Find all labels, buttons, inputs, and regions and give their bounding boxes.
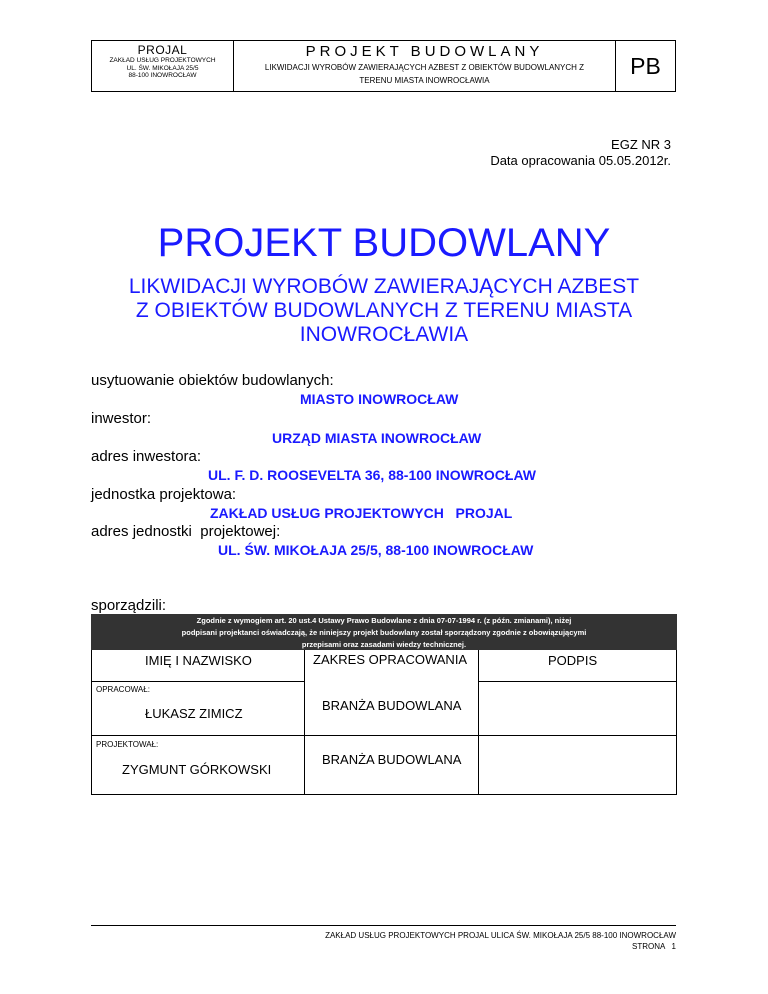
investor-address-label: adres inwestora: <box>91 448 202 465</box>
role-label: OPRACOWAŁ: <box>96 685 150 694</box>
company-line: UL. ŚW. MIKOŁAJA 25/5 <box>126 64 199 72</box>
row-divider <box>92 735 677 736</box>
authors-label: sporządzili: <box>91 597 167 614</box>
header-subtitle: LIKWIDACJI WYROBÓW ZAWIERAJĄCYCH AZBEST Z OBIEKTÓW BUDOWLANYCH Z <box>264 63 585 72</box>
header-box <box>91 40 676 92</box>
subtitle-line: LIKWIDACJI WYROBÓW ZAWIERAJĄCYCH AZBEST <box>128 275 640 298</box>
design-unit-label: jednostka projektowa: <box>91 486 237 503</box>
note-line: Zgodnie z wymogiem art. 20 ust.4 Ustawy Prawo Budowlane z dnia 07-07-1994 r. (z późn. zmianami), niżej <box>196 616 572 625</box>
copy-number: EGZ NR 3 <box>611 137 671 152</box>
role-label: PROJEKTOWAŁ: <box>96 740 159 749</box>
note-line: przepisami oraz zasadami wiedzy technicznej. <box>301 640 467 649</box>
author-name: ZYGMUNT GÓRKOWSKI <box>122 762 272 777</box>
prepared-date: Data opracowania 05.05.2012r. <box>490 153 671 168</box>
note-line: podpisani projektanci oświadczają, że niniejszy projekt budowlany został sporządzony zgodnie z obowiązującymi <box>181 628 587 637</box>
investor-label: inwestor: <box>91 410 152 427</box>
subtitle-line: Z OBIEKTÓW BUDOWLANYCH Z TERENU MIASTA <box>135 299 633 322</box>
page-number: STRONA 1 <box>631 942 676 951</box>
location-value: MIASTO INOWROCŁAW <box>300 391 459 407</box>
column-divider <box>478 650 479 794</box>
header-title-block <box>234 41 615 91</box>
header-subtitle: TERENU MIASTA INOWROCŁAWIA <box>359 76 490 85</box>
column-header-name: IMIĘ I NAZWISKO <box>145 653 252 668</box>
authors-table <box>91 650 677 795</box>
design-unit-address-label: adres jednostki projektowej: <box>91 523 281 540</box>
author-name: ŁUKASZ ZIMICZ <box>145 706 243 721</box>
header-title: PROJEKT BUDOWLANY <box>305 43 544 60</box>
investor-value: URZĄD MIASTA INOWROCŁAW <box>272 430 482 446</box>
design-unit-value: ZAKŁAD USŁUG PROJEKTOWYCH PROJAL <box>210 505 513 521</box>
declaration-note <box>91 614 677 650</box>
page-footer <box>325 930 676 952</box>
doc-code: PB <box>615 41 675 91</box>
company-name: PROJAL <box>137 43 188 57</box>
company-line: 88-100 INOWROCŁAW <box>128 72 197 79</box>
author-scope: BRANŻA BUDOWLANA <box>322 698 462 713</box>
column-divider <box>304 650 305 794</box>
location-label: usytuowanie obiektów budowlanych: <box>91 372 334 389</box>
author-scope: BRANŻA BUDOWLANA <box>322 752 462 767</box>
company-line: ZAKŁAD USŁUG PROJEKTOWYCH <box>109 57 216 64</box>
row-divider <box>92 681 304 682</box>
row-divider <box>478 681 677 682</box>
subtitle-line: INOWROCŁAWIA <box>299 323 469 346</box>
column-header-sign: PODPIS <box>548 653 598 668</box>
copy-info <box>490 137 671 169</box>
investor-address-value: UL. F. D. ROOSEVELTA 36, 88-100 INOWROCŁAW <box>208 467 537 483</box>
footer-address: ZAKŁAD USŁUG PROJEKTOWYCH PROJAL ULICA ŚW. MIKOŁAJA 25/5 88-100 INOWROCŁAW <box>325 931 676 940</box>
page-subtitle <box>0 275 768 347</box>
company-block <box>92 41 234 91</box>
design-unit-address-value: UL. ŚW. MIKOŁAJA 25/5, 88-100 INOWROCŁAW <box>218 542 534 558</box>
footer-divider <box>91 925 676 926</box>
page-title: PROJEKT BUDOWLANY <box>157 221 611 265</box>
column-header-scope: ZAKRES OPRACOWANIA <box>313 652 468 667</box>
